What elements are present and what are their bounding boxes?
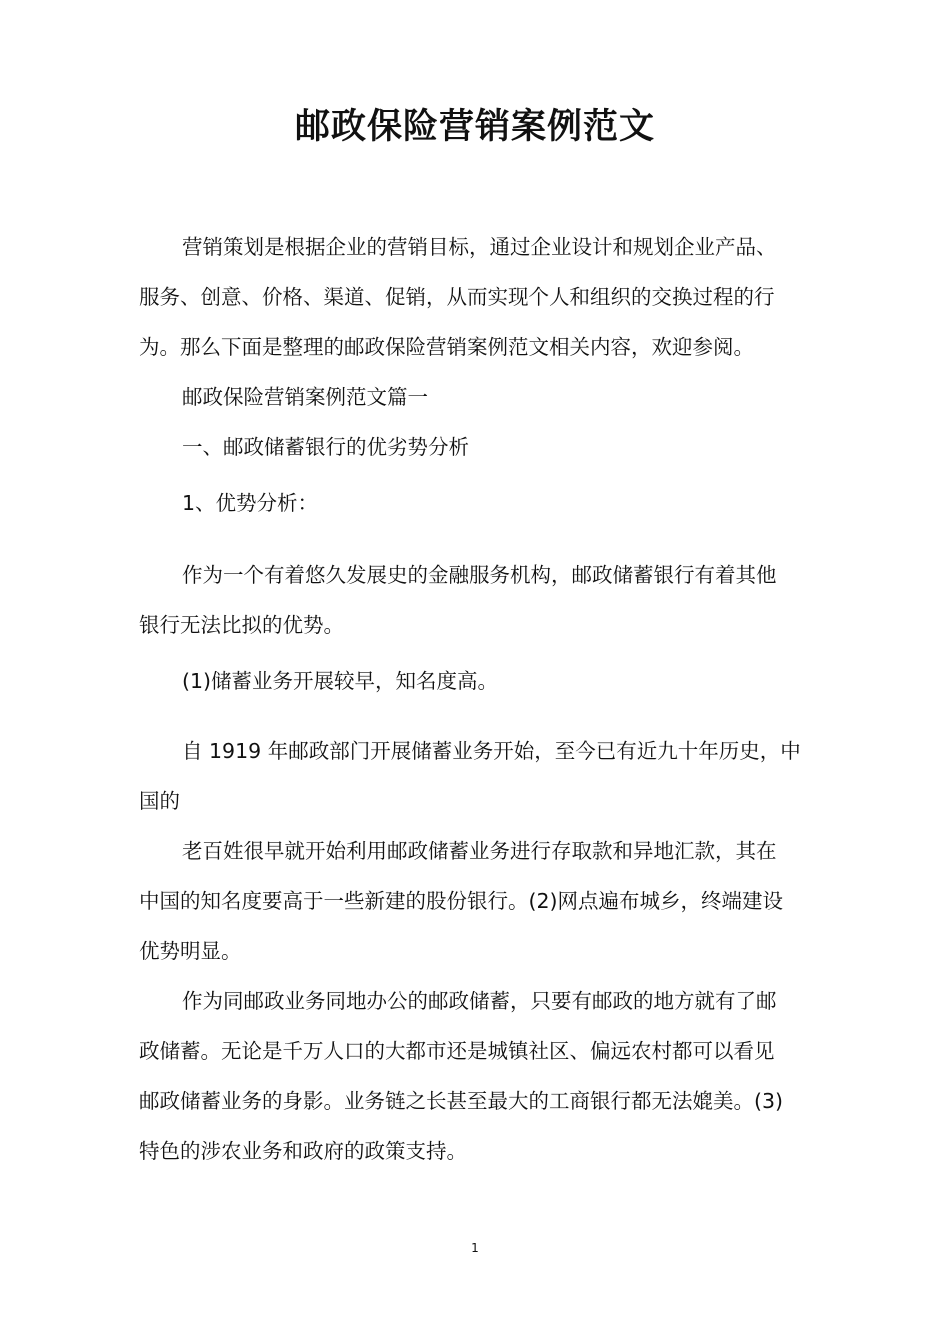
list-item: (1)储蓄业务开展较早，知名度高。 [182, 669, 499, 693]
paragraph-line: 邮政储蓄业务的身影。业务链之长甚至最大的工商银行都无法媲美。(3) [139, 1089, 784, 1113]
paragraph-line: 为。那么下面是整理的邮政保险营销案例范文相关内容，欢迎参阅。 [139, 335, 754, 359]
paragraph-line: 作为一个有着悠久发展史的金融服务机构，邮政储蓄银行有着其他 [182, 563, 777, 587]
section-heading: 邮政保险营销案例范文篇一 [182, 385, 428, 409]
paragraph-line: 作为同邮政业务同地办公的邮政储蓄，只要有邮政的地方就有了邮 [182, 989, 777, 1013]
paragraph-line: 优势明显。 [139, 939, 242, 963]
paragraph-line: 银行无法比拟的优势。 [139, 613, 344, 637]
paragraph-line: 老百姓很早就开始利用邮政储蓄业务进行存取款和异地汇款，其在 [182, 839, 777, 863]
subsection-heading: 1、优势分析： [182, 491, 319, 515]
paragraph-line: 服务、创意、价格、渠道、促销，从而实现个人和组织的交换过程的行 [139, 285, 775, 309]
paragraph-line: 中国的知名度要高于一些新建的股份银行。(2)网点遍布城乡，终端建设 [139, 889, 784, 913]
paragraph-line: 特色的涉农业务和政府的政策支持。 [139, 1139, 467, 1163]
paragraph-line: 自 1919 年邮政部门开展储蓄业务开始，至今已有近九十年历史，中 [182, 739, 801, 763]
page-number: 1 [471, 1241, 479, 1255]
paragraph-line: 营销策划是根据企业的营销目标，通过企业设计和规划企业产品、 [182, 235, 777, 259]
paragraph-line: 国的 [139, 789, 180, 813]
subsection-heading: 一、邮政储蓄银行的优劣势分析 [182, 435, 469, 459]
document-title: 邮政保险营销案例范文 [294, 107, 655, 147]
paragraph-line: 政储蓄。无论是千万人口的大都市还是城镇社区、偏远农村都可以看见 [139, 1039, 775, 1063]
